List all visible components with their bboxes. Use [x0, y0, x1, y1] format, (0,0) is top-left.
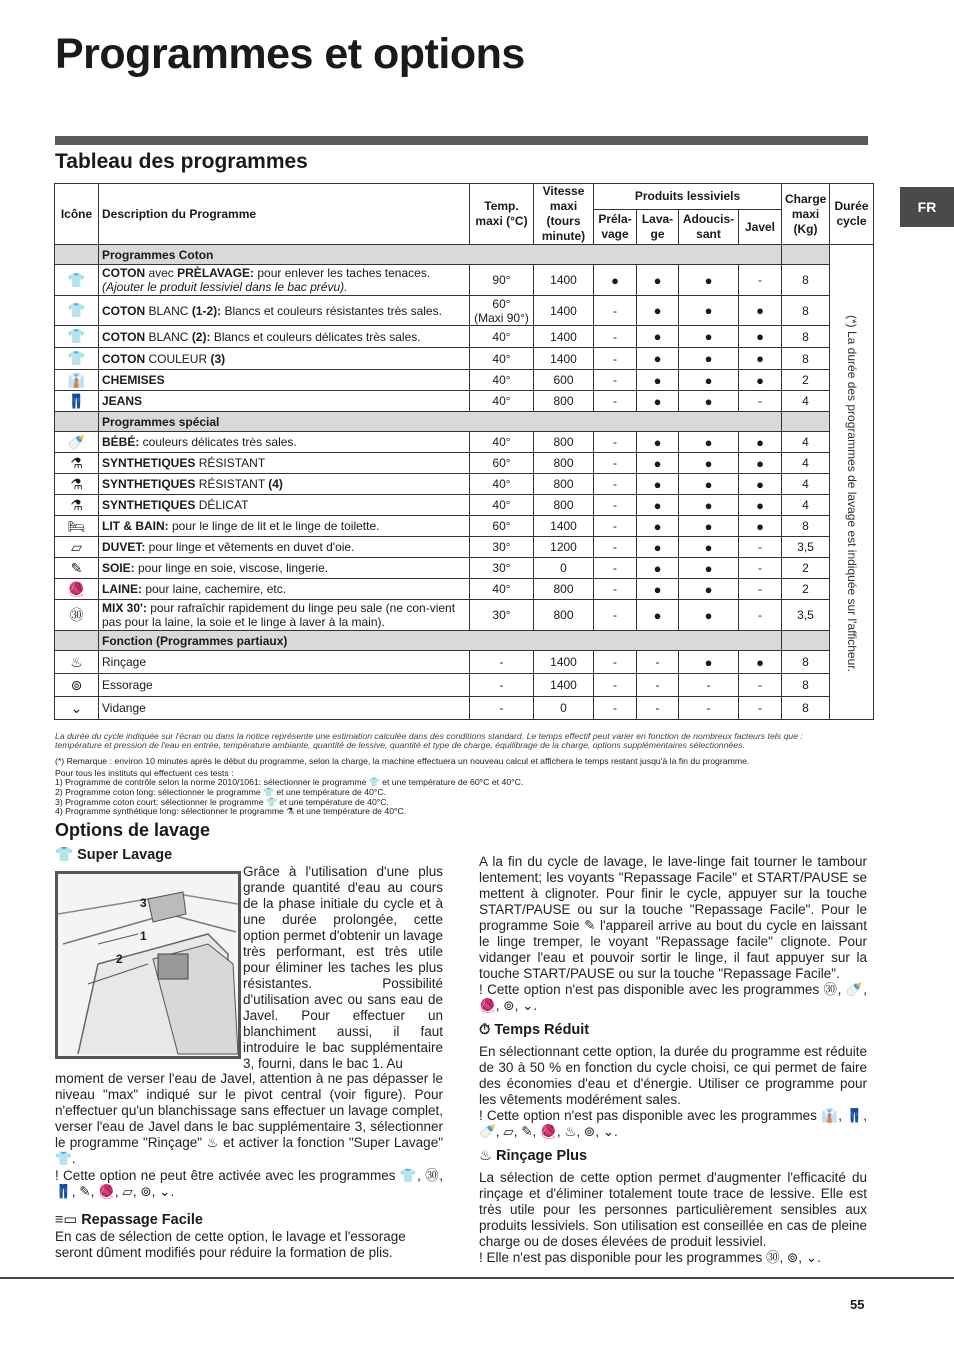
table-row: [55, 474, 874, 495]
clock-icon: ⏱: [479, 1022, 491, 1038]
cell-charge: 4: [782, 391, 830, 412]
desc-bold: DUVET:: [102, 540, 146, 554]
desc-rest2: Blancs et couleurs délicates très sales.: [210, 329, 421, 344]
cell-charge: 3,5: [782, 600, 830, 631]
programme-description: [99, 453, 470, 474]
cell-speed: 1400: [534, 674, 594, 697]
table-row: [55, 674, 874, 697]
cell-ado: -: [679, 674, 739, 697]
desc-rest: COULEUR: [145, 351, 211, 366]
cell-lav: ●: [637, 326, 679, 348]
section-name: Programmes spécial: [99, 412, 782, 432]
cell-speed: 1400: [534, 326, 594, 348]
cell-lav: -: [637, 651, 679, 674]
cell-jav: ●: [739, 432, 782, 453]
cell-charge: 8: [782, 651, 830, 674]
programme-table: [54, 183, 874, 720]
jeans-icon: 👖: [55, 391, 99, 412]
cell-temp: 40°: [470, 495, 534, 516]
desc-rest2: Blancs et couleurs résistantes très sales.: [221, 303, 442, 318]
cell-jav: ●: [739, 651, 782, 674]
table-row: [55, 558, 874, 579]
cell-jav: ●: [739, 326, 782, 348]
shirt-icon: 👕: [55, 348, 99, 370]
desc-bold: SYNTHETIQUES: [102, 477, 196, 491]
table-row: [55, 495, 874, 516]
shirt-icon: 👕: [55, 847, 74, 863]
programme-description: [99, 697, 470, 720]
header-javel: Javel: [739, 210, 782, 245]
cell-jav: -: [739, 558, 782, 579]
flask-icon: ⚗: [55, 453, 99, 474]
programme-description: [99, 600, 470, 631]
header-description: Description du Programme: [99, 184, 470, 245]
label-2: 2: [116, 952, 123, 966]
desc-rest: avec: [145, 266, 178, 280]
rincage-plus-heading: ♨ Rinçage Plus: [479, 1148, 588, 1164]
cell-pre: -: [594, 558, 637, 579]
desc-bold: COTON: [102, 329, 146, 344]
programme-description: [99, 296, 470, 326]
cell-ado: ●: [679, 516, 739, 537]
desc-rest: pour laine, cachemire, etc.: [142, 582, 287, 596]
desc-bold: CHEMISES: [102, 373, 165, 387]
cell-jav: ●: [739, 495, 782, 516]
cell-pre: -: [594, 348, 637, 370]
cell-charge: 8: [782, 697, 830, 720]
label-1: 1: [140, 929, 147, 943]
section-header-row: [55, 412, 874, 432]
table-row: [55, 265, 874, 296]
desc-rest: RÉSISTANT: [195, 456, 266, 470]
cell-temp: 40°: [470, 432, 534, 453]
footnote-estimate-2: température et pression de l'eau en entrée, température ambiante, quantité de lessive, quantité et type de charge, équilibrage de la charge, options supplémentaires sélectionnées.: [55, 740, 745, 750]
section-blank-cell: [55, 245, 99, 265]
desc-rest: BLANC: [145, 303, 192, 318]
cell-lav: ●: [637, 432, 679, 453]
cell-lav: -: [637, 674, 679, 697]
cell-speed: 800: [534, 453, 594, 474]
desc-bold: SYNTHETIQUES: [102, 498, 196, 512]
laine-icon: 🧶: [55, 579, 99, 600]
cell-lav: ●: [637, 453, 679, 474]
cell-charge: 8: [782, 516, 830, 537]
cell-lav: ●: [637, 558, 679, 579]
cell-temp: 30°: [470, 600, 534, 631]
cell-lav: ●: [637, 370, 679, 391]
desc-rest: pour linge en soie, viscose, lingerie.: [134, 561, 329, 575]
cell-speed: 600: [534, 370, 594, 391]
header-lavage: Lava- ge: [637, 210, 679, 245]
cell-pre: -: [594, 697, 637, 720]
essorage-icon: ⊚: [55, 674, 99, 697]
cell-jav: -: [739, 391, 782, 412]
cell-ado: ●: [679, 391, 739, 412]
programme-description: [99, 516, 470, 537]
header-temp: Temp. maxi (°C): [470, 184, 534, 245]
cell-ado: ●: [679, 600, 739, 631]
cell-lav: ●: [637, 265, 679, 296]
desc-bold: SYNTHETIQUES: [102, 456, 196, 470]
programme-description: [99, 579, 470, 600]
cell-pre: -: [594, 326, 637, 348]
repassage-warning: ! Cette option n'est pas disponible avec les programmes ㉚, 🍼, 🧶, ⊚, ⌄.: [479, 982, 867, 1013]
cell-lav: ●: [637, 600, 679, 631]
cell-charge: 8: [782, 348, 830, 370]
table-row: [55, 432, 874, 453]
cell-pre: -: [594, 579, 637, 600]
cell-temp: 60°: [470, 453, 534, 474]
rincage-icon: ♨: [55, 651, 99, 674]
cell-ado: ●: [679, 537, 739, 558]
table-row: [55, 651, 874, 674]
cell-speed: 800: [534, 579, 594, 600]
desc-bold2: PRÈLAVAGE:: [177, 266, 255, 280]
cell-lav: -: [637, 697, 679, 720]
desc-rest2: pour enlever les taches tenaces.: [254, 266, 431, 280]
footnote-remark: (*) Remarque : environ 10 minutes après le début du programme, selon la charge, la machine effectuera un nouveau calcul et affichera le temps restant jusqu'à la fin du programme.: [55, 756, 750, 766]
cell-temp: 40°: [470, 348, 534, 370]
desc-bold: MIX 30':: [102, 601, 147, 615]
cell-jav: -: [739, 600, 782, 631]
footnote-test-4: 4) Programme synthétique long: sélectionner le programme ⚗ et une température de 40°C.: [55, 806, 407, 816]
cell-temp: 40°: [470, 326, 534, 348]
desc-rest: Essorage: [102, 678, 153, 692]
temps-reduit-heading: ⏱ Temps Réduit: [479, 1022, 590, 1038]
programme-description: [99, 537, 470, 558]
cell-temp: 60° (Maxi 90°): [470, 296, 534, 326]
cell-lav: ●: [637, 391, 679, 412]
section-blank-cell: [782, 412, 830, 432]
section-name: Programmes Coton: [99, 245, 782, 265]
cell-speed: 800: [534, 474, 594, 495]
super-lavage-text-1: Grâce à l'utilisation d'une plus grande quantité d'eau au cours de la phase initiale du cycle et à une durée prolongée, cette option permet d'obtenir un lavage très performant, est très utile pour éliminer les taches les plus résistantes. Possibilité d'utilisation avec ou sans eau de Javel. Pour effectuer un blanchiment aussi, il faut introduire le bac supplémentaire 3, fourni, dans le bac 1. Au: [243, 864, 443, 1071]
desc-rest: Vidange: [102, 701, 146, 715]
temps-reduit-warning: ! Cette option n'est pas disponible avec les programmes 👔, 👖, 🍼, ▱, ✎, 🧶, ♨, ⊚, ⌄.: [479, 1108, 867, 1139]
programme-description: [99, 348, 470, 370]
header-icon: Icône: [55, 184, 99, 245]
programme-description: [99, 495, 470, 516]
cell-charge: 8: [782, 326, 830, 348]
temps-reduit-text: En sélectionnant cette option, la durée du programme est réduite de 30 à 50 % en fonction du cycle choisi, ce qui permet de faire des économies d'eau et d'énergie. Utiliser ce programme pour les vêtements modérément sales.: [479, 1044, 867, 1107]
header-speed: Vitesse maxi (tours minute): [534, 184, 594, 245]
vidange-icon: ⌄: [55, 697, 99, 720]
cell-temp: 40°: [470, 391, 534, 412]
shirt-p-icon: 👕: [55, 265, 99, 296]
cell-pre: -: [594, 296, 637, 326]
programme-description: [99, 651, 470, 674]
cell-charge: 2: [782, 370, 830, 391]
cell-charge: 3,5: [782, 537, 830, 558]
programme-description: [99, 265, 470, 296]
cell-jav: ●: [739, 296, 782, 326]
cell-temp: -: [470, 651, 534, 674]
rincage-plus-text: La sélection de cette option permet d'augmenter l'efficacité du rinçage et d'éliminer totalement toute trace de lessive. Elle est très utile pour les personnes particulièrement sensibles aux produits lessiviels. Son utilisation est conseillée en cas de pleine charge ou de doses élevées de produit lessiviel.: [479, 1170, 867, 1249]
cell-pre: -: [594, 391, 637, 412]
duvet-icon: ▱: [55, 537, 99, 558]
cell-pre: -: [594, 600, 637, 631]
cell-speed: 1400: [534, 516, 594, 537]
cell-pre: -: [594, 674, 637, 697]
cell-speed: 800: [534, 495, 594, 516]
cell-temp: 40°: [470, 579, 534, 600]
cell-ado: ●: [679, 370, 739, 391]
cell-pre: -: [594, 495, 637, 516]
cell-ado: ●: [679, 296, 739, 326]
programme-description: [99, 558, 470, 579]
cell-lav: ●: [637, 348, 679, 370]
cell-charge: 8: [782, 674, 830, 697]
table-row: [55, 579, 874, 600]
cell-speed: 1400: [534, 296, 594, 326]
table-row: [55, 537, 874, 558]
cell-lav: ●: [637, 474, 679, 495]
table-row: [55, 370, 874, 391]
table-title: Tableau des programmes: [55, 150, 308, 173]
header-prelavage: Préla- vage: [594, 210, 637, 245]
header-charge: Charge maxi (Kg): [782, 184, 830, 245]
cell-ado: ●: [679, 474, 739, 495]
section-blank-cell: [55, 412, 99, 432]
cell-speed: 800: [534, 600, 594, 631]
cell-temp: 60°: [470, 516, 534, 537]
header-products: Produits lessiviels: [594, 184, 782, 210]
desc-bold: SOIE:: [102, 561, 135, 575]
detergent-drawer-illustration: [55, 871, 241, 1059]
desc-italic: (Ajouter le produit lessiviel dans le bac prévu).: [102, 280, 348, 294]
desc-bold2: (1-2):: [191, 303, 222, 318]
cell-speed: 800: [534, 432, 594, 453]
shirt-icon: 👕: [55, 326, 99, 348]
lit-bain-icon: 🛏: [55, 516, 99, 537]
rinse-icon: ♨: [479, 1148, 492, 1164]
cell-lav: ●: [637, 516, 679, 537]
cell-pre: -: [594, 370, 637, 391]
cell-lav: ●: [637, 296, 679, 326]
cell-lav: ●: [637, 495, 679, 516]
page-title: Programmes et options: [55, 30, 525, 78]
programme-description: [99, 674, 470, 697]
bebe-icon: 🍼: [55, 432, 99, 453]
cell-speed: 1400: [534, 651, 594, 674]
desc-rest: pour rafraîchir rapidement du linge peu sale (ne con-vient pas pour la laine, la soie et le linge à laver à la main).: [102, 601, 456, 629]
desc-bold: COTON: [102, 351, 146, 366]
cell-temp: 40°: [470, 370, 534, 391]
section-blank-cell: [782, 631, 830, 651]
cell-charge: 4: [782, 495, 830, 516]
repassage-heading: ≡▭ Repassage Facile: [55, 1212, 203, 1228]
section-blank-cell: [782, 245, 830, 265]
header-duree: Durée cycle: [830, 184, 874, 245]
page-number: 55: [850, 1297, 865, 1312]
desc-rest: RÉSISTANT: [195, 477, 269, 491]
table-row: [55, 326, 874, 348]
desc-rest: BLANC: [145, 329, 192, 344]
desc-rest: pour linge et vêtements en duvet d'oie.: [145, 540, 355, 554]
cell-jav: ●: [739, 370, 782, 391]
table-row: [55, 348, 874, 370]
cell-temp: 40°: [470, 474, 534, 495]
table-row: [55, 600, 874, 631]
duration-note-cell: [830, 245, 874, 720]
cell-speed: 1400: [534, 348, 594, 370]
title-divider: [55, 136, 868, 145]
cell-charge: 2: [782, 579, 830, 600]
cell-lav: ●: [637, 537, 679, 558]
language-tab: FR: [900, 187, 954, 227]
desc-bold: BÉBÉ:: [102, 435, 140, 449]
desc-bold2: (2):: [191, 329, 211, 344]
shirt-icon: 👕: [55, 296, 99, 326]
programme-description: [99, 370, 470, 391]
cell-ado: ●: [679, 326, 739, 348]
footnote-test-2: 2) Programme coton long: sélectionner le programme 👕 et une température de 40°C.: [55, 787, 387, 797]
cell-pre: -: [594, 651, 637, 674]
cell-pre: -: [594, 474, 637, 495]
cell-ado: ●: [679, 432, 739, 453]
cell-jav: -: [739, 579, 782, 600]
cell-speed: 1200: [534, 537, 594, 558]
iron-icon: ≡▭: [55, 1212, 78, 1228]
desc-bold2: (3): [210, 351, 226, 366]
desc-bold: JEANS: [102, 394, 143, 408]
cell-pre: -: [594, 453, 637, 474]
cell-pre: ●: [594, 265, 637, 296]
cell-jav: ●: [739, 348, 782, 370]
cell-charge: 4: [782, 432, 830, 453]
cell-jav: ●: [739, 453, 782, 474]
desc-rest: Rinçage: [102, 655, 147, 669]
header-adoucissant: Adoucis- sant: [679, 210, 739, 245]
programme-description: [99, 391, 470, 412]
desc-rest: couleurs délicates très sales.: [139, 435, 297, 449]
cell-jav: -: [739, 537, 782, 558]
desc-bold2: (4): [268, 477, 283, 491]
footnote-estimate-1: La durée du cycle indiquée sur l'écran ou dans la notice représente une estimation calculée dans des conditions standard. Le temps effectif peut varier en fonction de nombreux facteurs tels que :: [55, 731, 803, 741]
flask-icon: ⚗: [55, 495, 99, 516]
section-header-row: [55, 245, 874, 265]
cell-temp: 90°: [470, 265, 534, 296]
programme-description: [99, 326, 470, 348]
cell-charge: 4: [782, 474, 830, 495]
cell-pre: -: [594, 432, 637, 453]
cell-charge: 2: [782, 558, 830, 579]
cell-ado: ●: [679, 453, 739, 474]
label-3: 3: [140, 896, 147, 910]
cell-speed: 800: [534, 391, 594, 412]
chemise-icon: 👔: [55, 370, 99, 391]
cell-lav: ●: [637, 579, 679, 600]
footnote-test-3: 3) Programme coton court: sélectionner le programme 👕 et une température de 40°C.: [55, 797, 389, 807]
programme-description: [99, 474, 470, 495]
table-row: [55, 697, 874, 720]
cell-temp: -: [470, 697, 534, 720]
desc-bold: LIT & BAIN:: [102, 519, 169, 533]
footer-divider: [0, 1277, 954, 1279]
section-header-row: [55, 631, 874, 651]
cell-ado: ●: [679, 558, 739, 579]
table-row: [55, 516, 874, 537]
cell-temp: 30°: [470, 537, 534, 558]
desc-rest: DÉLICAT: [195, 498, 249, 512]
desc-bold: LAINE:: [102, 582, 142, 596]
cell-temp: 30°: [470, 558, 534, 579]
desc-bold: COTON: [102, 303, 146, 318]
cell-ado: ●: [679, 348, 739, 370]
cell-ado: ●: [679, 579, 739, 600]
desc-bold: COTON: [102, 266, 146, 280]
mix30-icon: ㉚: [55, 600, 99, 631]
desc-rest: pour le linge de lit et le linge de toilette.: [168, 519, 380, 533]
cell-jav: -: [739, 697, 782, 720]
flask-icon: ⚗: [55, 474, 99, 495]
repassage-text-1: En cas de sélection de cette option, le lavage et l'essorage seront dûment modifiés pour réduire la formation de plis.: [55, 1229, 406, 1260]
cell-jav: ●: [739, 516, 782, 537]
table-row: [55, 453, 874, 474]
cell-ado: ●: [679, 651, 739, 674]
rincage-plus-warning: ! Elle n'est pas disponible pour les programmes ㉚, ⊚, ⌄.: [479, 1250, 821, 1265]
super-lavage-text-2: moment de verser l'eau de Javel, attention à ne pas dépasser le niveau "max" indiqué sur le pivot central (voir figure). Pour n'effectuer qu'un blanchissage sans effectuer un lavage complet, verser l'eau de Javel dans le bac supplémentaire 3, sélectionner le programme "Rinçage" ♨ et activer la fonction "Super Lavage" 👕.: [55, 1071, 443, 1166]
cell-speed: 0: [534, 697, 594, 720]
repassage-text-2: A la fin du cycle de lavage, le lave-linge fait tourner le tambour lentement; les voyants "Repassage Facile" et START/PAUSE se mettent à clignoter. Pour finir le cycle, appuyer sur la touche START/PAUSE ou sur la touche "Repassage Facile". Pour le programme Soie ✎ l'appareil arrive au bout du cycle en laissant le linge tremper, le voyant "Repassage facile" clignote. Pour vidanger l'eau et pouvoir sortir le linge, il faut appuyer sur la touche START/PAUSE ou sur la touche "Repassage Facile".: [479, 854, 867, 981]
super-lavage-warning: ! Cette option ne peut être activée avec les programmes 👕, ㉚, 👖, ✎, 🧶, ▱, ⊚, ⌄.: [55, 1168, 443, 1199]
super-lavage-heading: 👕 Super Lavage: [55, 847, 173, 863]
cell-pre: -: [594, 537, 637, 558]
options-title: Options de lavage: [55, 820, 211, 840]
table-row: [55, 296, 874, 326]
cell-charge: 8: [782, 296, 830, 326]
cell-jav: -: [739, 674, 782, 697]
section-blank-cell: [55, 631, 99, 651]
cell-temp: -: [470, 674, 534, 697]
cell-pre: -: [594, 516, 637, 537]
cell-jav: ●: [739, 474, 782, 495]
cell-ado: ●: [679, 495, 739, 516]
soie-icon: ✎: [55, 558, 99, 579]
section-name: Fonction (Programmes partiaux): [99, 631, 782, 651]
footnote-test-1: 1) Programme de contrôle selon la norme 2010/1061: sélectionner le programme 👕 et une température de 60°C et 40°C.: [55, 777, 524, 787]
cell-speed: 0: [534, 558, 594, 579]
cell-charge: 4: [782, 453, 830, 474]
cell-speed: 1400: [534, 265, 594, 296]
duration-note: (*) La durée des programmes de lavage est indiquée sur l'afficheur.: [845, 315, 860, 672]
programme-description: [99, 432, 470, 453]
table-row: [55, 391, 874, 412]
cell-ado: -: [679, 697, 739, 720]
footnote-institutes: Pour tous les instituts qui effectuent ces tests :: [55, 768, 234, 778]
cell-jav: -: [739, 265, 782, 296]
cell-charge: 8: [782, 265, 830, 296]
cell-ado: ●: [679, 265, 739, 296]
